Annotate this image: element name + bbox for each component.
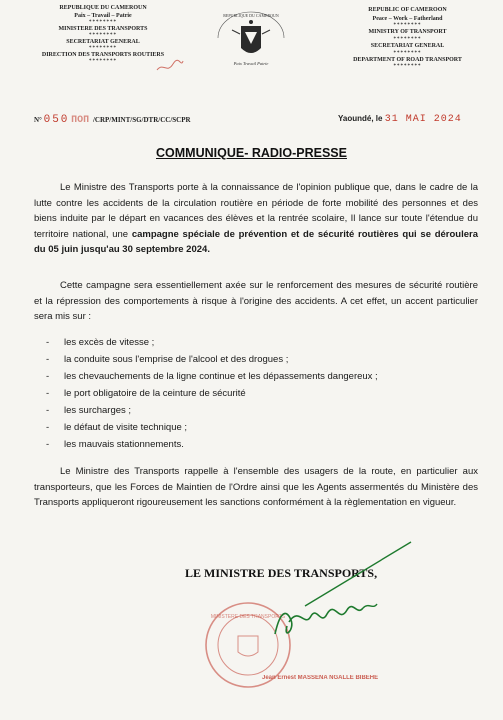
list-item: - le port obligatoire de la ceinture de sécurité xyxy=(46,385,476,402)
ref-code: /CRP/MINT/SG/DTR/CC/SCPR xyxy=(92,116,191,124)
header-left xyxy=(18,4,188,64)
emblem-motto: Paix Travail Patrie xyxy=(233,61,269,66)
paragraph-reminder: Le Ministre des Transports rappelle à l'ensemble des usagers de la route, en particulier aux transporteurs, que les Forces de Maintien de l'Ordre ainsi que les Agents assermentés du Ministère des Transports appliqueront rigoureusement les sanctions conformément à la règlementation en vigueur. xyxy=(34,466,478,508)
campaign-highlight: campagne spéciale de prévention et de sécurité routières qui se déroulera du 05 juin jusqu'au 30 septembre 2024. xyxy=(34,228,478,255)
seal-text: MINISTERE DES TRANSPORTS xyxy=(210,614,286,620)
stars-divider: ******** xyxy=(89,20,117,26)
emblem-arc-text: REPUBLIQUE DU CAMEROUN xyxy=(223,13,279,18)
ministry-fr: MINISTERE DES TRANSPORTS xyxy=(58,26,148,33)
country-fr: REPUBLIQUE DU CAMEROUN xyxy=(59,5,147,11)
stars-divider: ******** xyxy=(393,50,422,56)
stars-divider: ******** xyxy=(393,37,422,43)
ref-stamp: ПОП xyxy=(71,115,90,126)
ref-number: 050 xyxy=(43,114,70,126)
stars-divider: ******** xyxy=(393,23,422,29)
list-item: - la conduite sous l'emprise de l'alcool et des drogues ; xyxy=(46,351,476,368)
motto-en: Peace – Work – Fatherland xyxy=(372,15,443,22)
reference-number xyxy=(34,114,191,126)
signatory-name: Jean Ernest MASSENA NGALLE BIBEHE xyxy=(262,675,379,681)
signatory-title: LE MINISTRE DES TRANSPORTS, xyxy=(185,566,378,580)
date-line xyxy=(338,114,462,125)
ref-prefix: N° xyxy=(34,116,42,124)
date-place: Yaoundé, le xyxy=(338,114,383,123)
stars-divider: ******** xyxy=(393,64,422,70)
direction-fr: DIRECTION DES TRANSPORTS ROUTIERS xyxy=(41,52,165,59)
coat-of-arms-emblem xyxy=(212,8,290,70)
paragraph-focus: Cette campagne sera essentiellement axée sur le renforcement des mesures de sécurité routière et la répression des comportements à risque à l'origine des accidents. A cet effet, un accent particulier sera mis sur : xyxy=(34,280,478,322)
list-item: - les excès de vitesse ; xyxy=(46,334,476,351)
country-en: REPUBLIC OF CAMEROON xyxy=(368,7,447,13)
stars-divider: ******** xyxy=(89,59,117,65)
paragraph-announcement xyxy=(34,180,478,258)
handwritten-mark-icon xyxy=(155,58,185,76)
ministry-en: MINISTRY OF TRANSPORT xyxy=(368,29,447,36)
list-item: - les chevauchements de la ligne continue et les dépassements dangereux ; xyxy=(46,368,476,385)
stars-divider: ******** xyxy=(89,33,117,39)
secretariat-fr: SECRETARIAT GENERAL xyxy=(66,39,140,46)
measures-list xyxy=(46,334,476,453)
handwritten-signature xyxy=(265,536,415,652)
list-item: - les surcharges ; xyxy=(46,402,476,419)
list-item: - les mauvais stationnements. xyxy=(46,436,476,453)
motto-fr: Paix – Travail – Patrie xyxy=(74,13,132,20)
title-text: COMMUNIQUE- RADIO-PRESSE xyxy=(156,146,347,160)
page-title xyxy=(0,146,503,160)
secretariat-en: SECRETARIAT GENERAL xyxy=(370,43,445,50)
stars-divider: ******** xyxy=(89,46,117,52)
department-en: DEPARTMENT OF ROAD TRANSPORT xyxy=(353,56,462,63)
list-item: - le défaut de visite technique ; xyxy=(46,419,476,436)
announcement-text: Le Ministre des Transports porte à la connaissance de l'opinion publique que, dans le cadre de la lutte contre les accidents de la circulation routière en période de forte mobilité des personnes et des biens induite par le départ en vacances des élèves et la rentrée scolaire, Il lance sur toute l'étendue du territoire national, une xyxy=(34,182,478,240)
date-stamp: 31 MAI 2024 xyxy=(384,114,462,125)
header-right xyxy=(320,6,495,69)
